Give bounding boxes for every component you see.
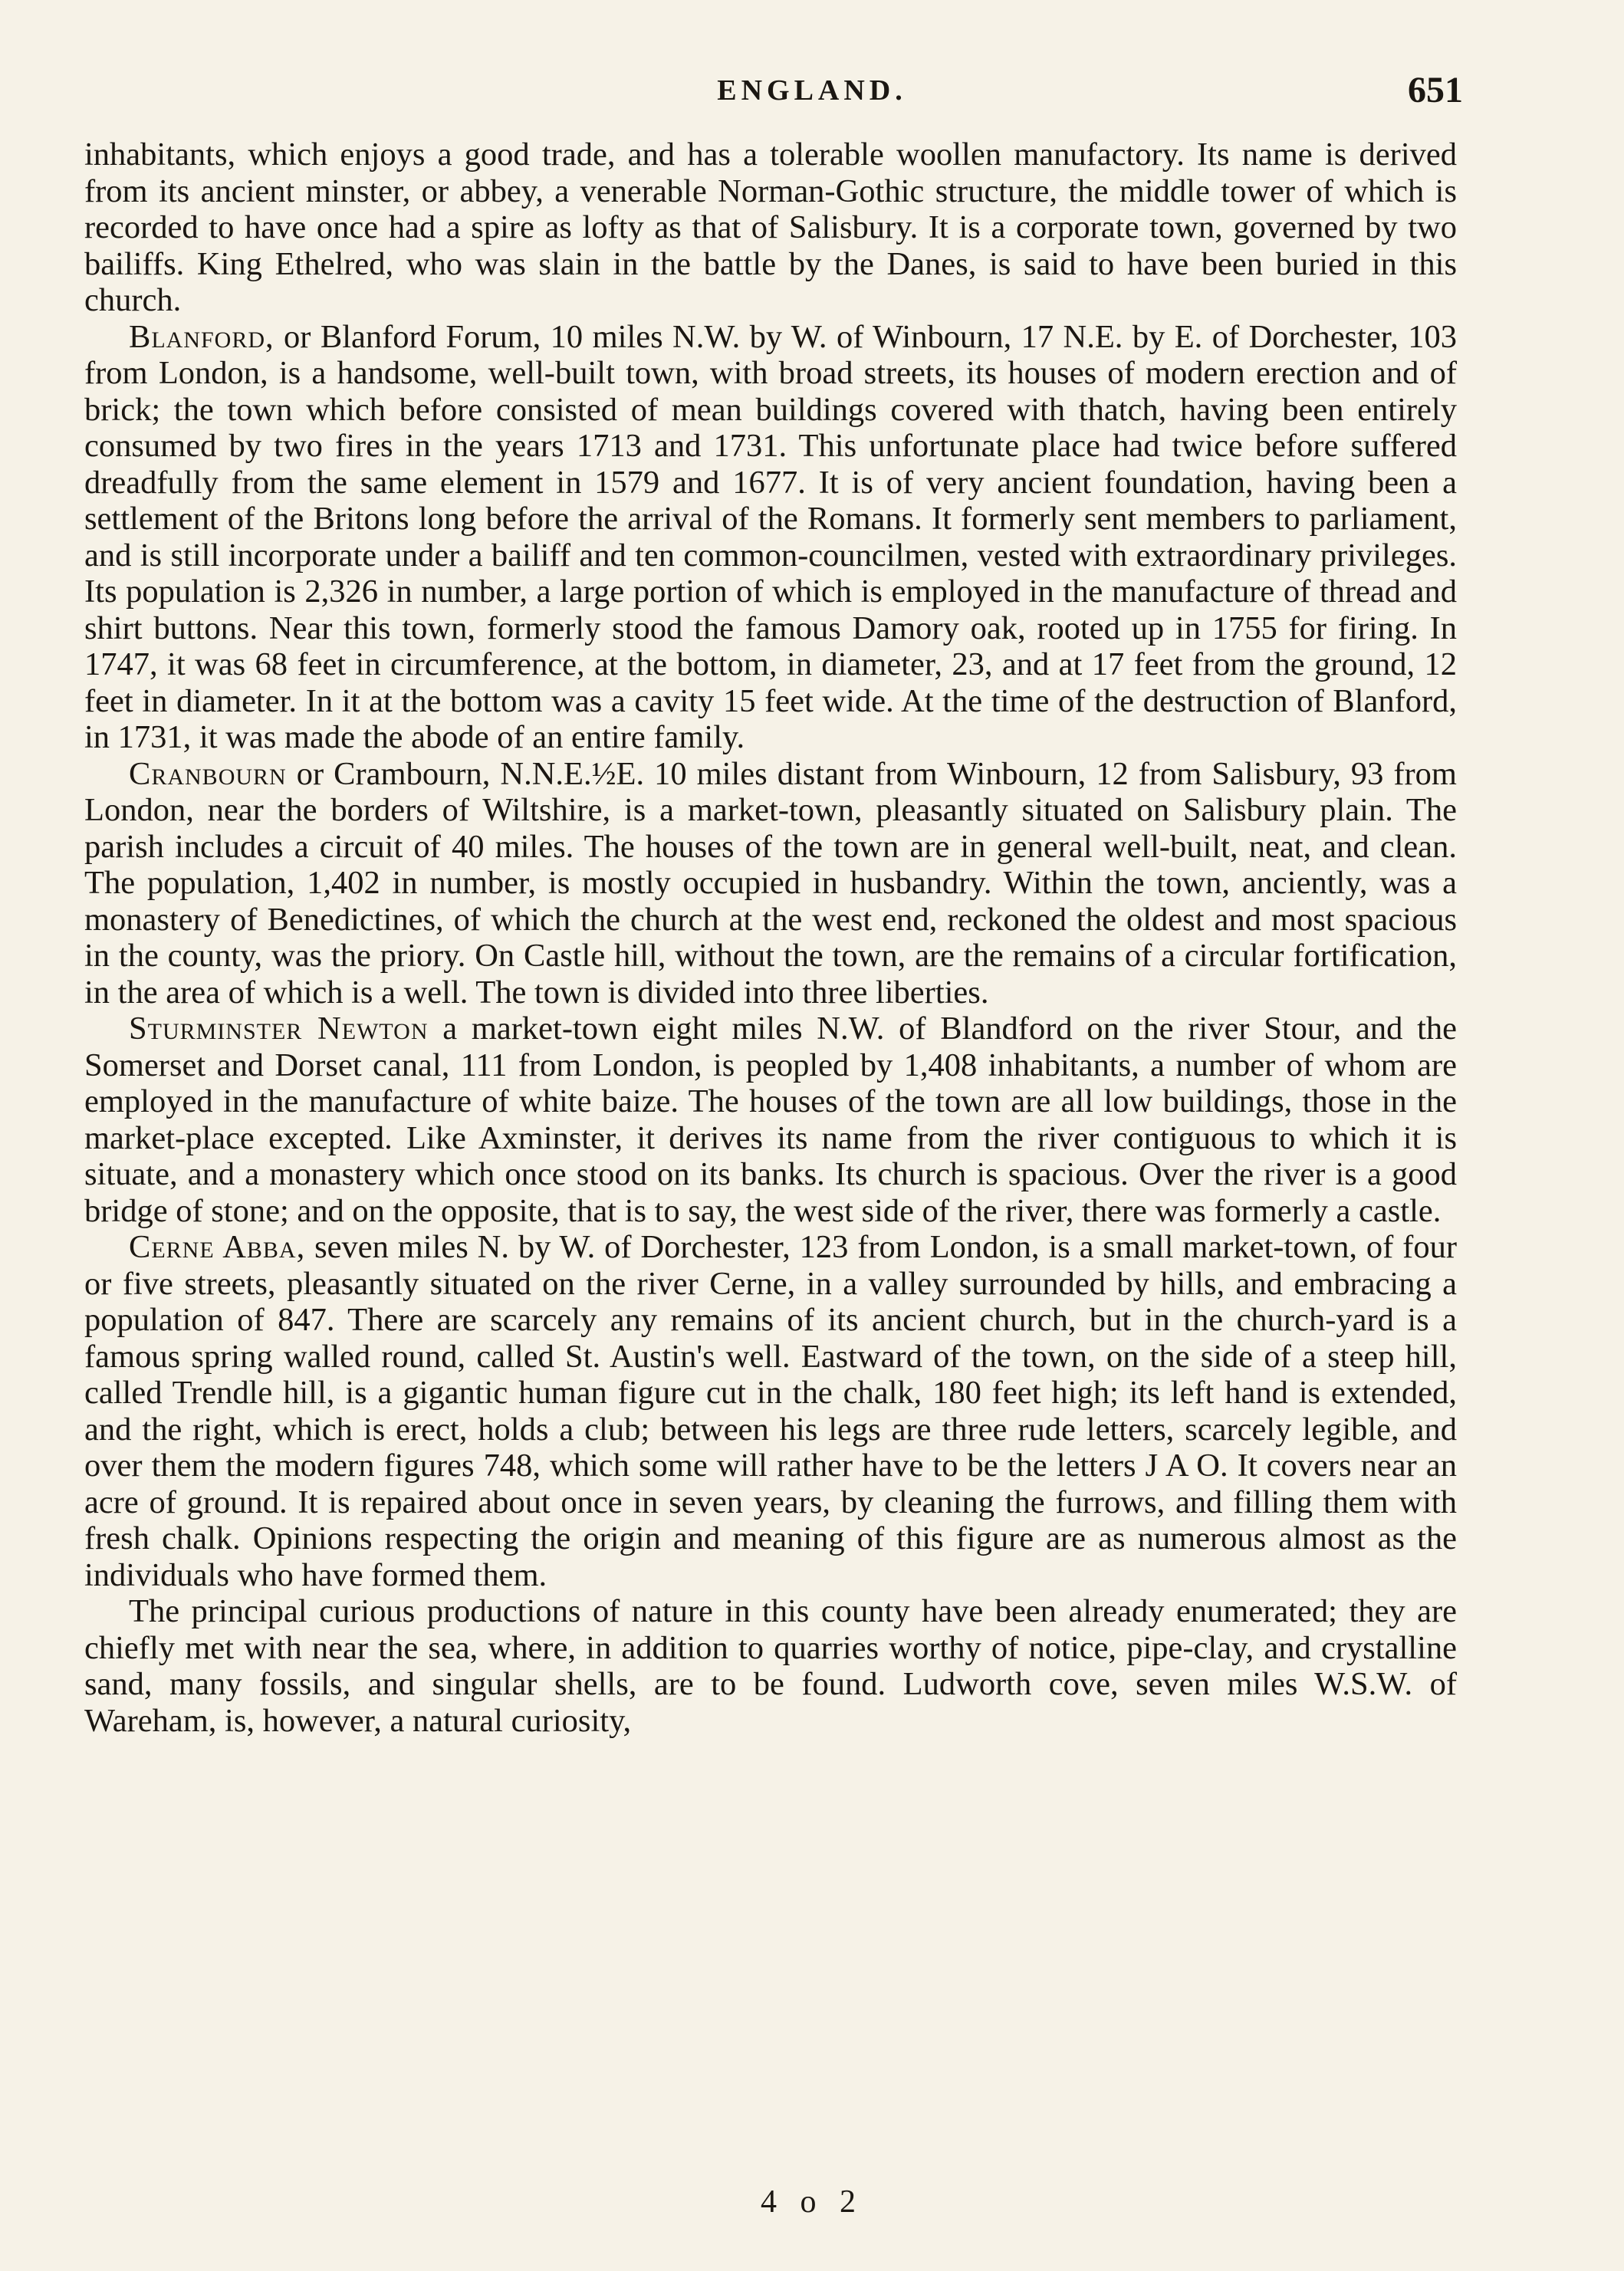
paragraph-text: or Blanford Forum, 10 miles N.W. by W. of Winbourn, 17 N.E. by E. of Dorchester, 103 from London, is a handsome, well-built town, with broad streets, its houses of modern erection and of brick; the town which before consisted of mean buildings covered with thatch, having been entirely consumed by two fires in the years 1713 and 1731. This unfortunate place had twice before suffered dreadfully from the same element in 1579 and 1677. It is of very ancient foundation, having been a settlement of the Britons long before the arrival of the Romans. It formerly sent members to parliament, and is still incorporate under a bailiff and ten common-councilmen, vested with extraordinary privileges. Its population is 2,326 in number, a large portion of which is employed in the manufacture of thread and shirt buttons. Near this town, formerly stood the famous Damory oak, rooted up in 1755 for firing. In 1747, it was 68 feet in circumference, at the bottom, in diameter, 23, and at 17 feet from the ground, 12 feet in diameter. In it at the bottom was a cavity 15 feet wide. At the time of the destruction of Blanford, in 1731, it was made the abode of an entire family. — [84, 318, 1457, 755]
signature-mark: 4 o 2 — [761, 2184, 863, 2220]
page-number: 651 — [1408, 70, 1463, 110]
paragraph-text: inhabitants, which enjoys a good trade, and has a tolerable woollen manufactory. Its name is derived from its ancient minster, or abbey, a venerable Norman-Gothic structure, the middle tower of which is recorded to have once had a spire as lofty as that of Salisbury. It is a corporate town, governed by two bailiffs. King Ethelred, who was slain in the battle by the Danes, is said to have been buried in this church. — [84, 136, 1457, 318]
paragraph-text: a market-town eight miles N.W. of Blandford on the river Stour, and the Somerset and Dorset canal, 111 from London, is peopled by 1,408 inhabitants, a number of whom are employed in the manufacture of white baize. The houses of the town are all low buildings, those in the market-place excepted. Like Axminster, it derives its name from the river contiguous to which it is situate, and a monastery which once stood on its banks. Its church is spacious. Over the river is a good bridge of stone; and on the opposite, that is to say, the west side of the river, there was formerly a castle. — [84, 1011, 1457, 1229]
place-name-cranbourn: Cranbourn — [129, 755, 287, 792]
paragraph-text: or Crambourn, N.N.E.½E. 10 miles distant from Winbourn, 12 from Salisbury, 93 from London, near the borders of Wiltshire, is a market-town, pleasantly situated on Salisbury plain. The parish includes a circuit of 40 miles. The houses of the town are in general well-built, neat, and clean. The population, 1,402 in number, is mostly occupied in husbandry. Within the town, anciently, was a monastery of Benedictines, of which the church at the west end, reckoned the oldest and most spacious in the county, was the priory. On Castle hill, without the town, are the remains of a circular fortification, in the area of which is a well. The town is divided into three liberties. — [84, 755, 1457, 1011]
running-title: ENGLAND. — [717, 74, 907, 107]
paragraph-productions — [84, 1593, 1457, 1739]
paragraph-text: seven miles N. by W. of Dorchester, 123 from London, is a small market-town, of four or five streets, pleasantly situated on the river Cerne, in a valley surrounded by hills, and embracing a population of 847. There are scarcely any remains of its ancient church, but in the church-yard is a famous spring walled round, called St. Austin's well. Eastward of the town, on the side of a steep hill, called Trendle hill, is a gigantic human figure cut in the chalk, 180 feet high; its left hand is extended, and the right, which is erect, holds a club; between his legs are three rude letters, scarcely legible, and over them the modern figures 748, which some will rather have to be the letters J A O. It covers near an acre of ground. It is repaired about once in seven years, by cleaning the furrows, and filling them with fresh chalk. Opinions respecting the origin and meaning of this figure are as numerous almost as the individuals who have formed them. — [84, 1229, 1457, 1593]
paragraph-cerne-abba — [84, 1229, 1457, 1593]
paragraph-sturminster — [84, 1011, 1457, 1229]
paragraph-1 — [84, 136, 1457, 319]
place-name-cerne-abba: Cerne Abba, — [129, 1229, 306, 1265]
place-name-blanford: Blanford, — [129, 318, 275, 355]
paragraph-cranbourn — [84, 756, 1457, 1011]
paragraph-blanford — [84, 319, 1457, 756]
body-text — [84, 136, 1457, 1739]
paragraph-text: The principal curious productions of nature in this county have been already enumerated; they are chiefly met with near the sea, where, in addition to quarries worthy of notice, pipe-clay, and crystalline sand, many fossils, and singular shells, are to be found. Ludworth cove, seven miles W.S.W. of Wareham, is, however, a natural curiosity, — [84, 1593, 1457, 1739]
page-header — [0, 70, 1624, 120]
place-name-sturminster: Sturminster Newton — [129, 1011, 429, 1047]
